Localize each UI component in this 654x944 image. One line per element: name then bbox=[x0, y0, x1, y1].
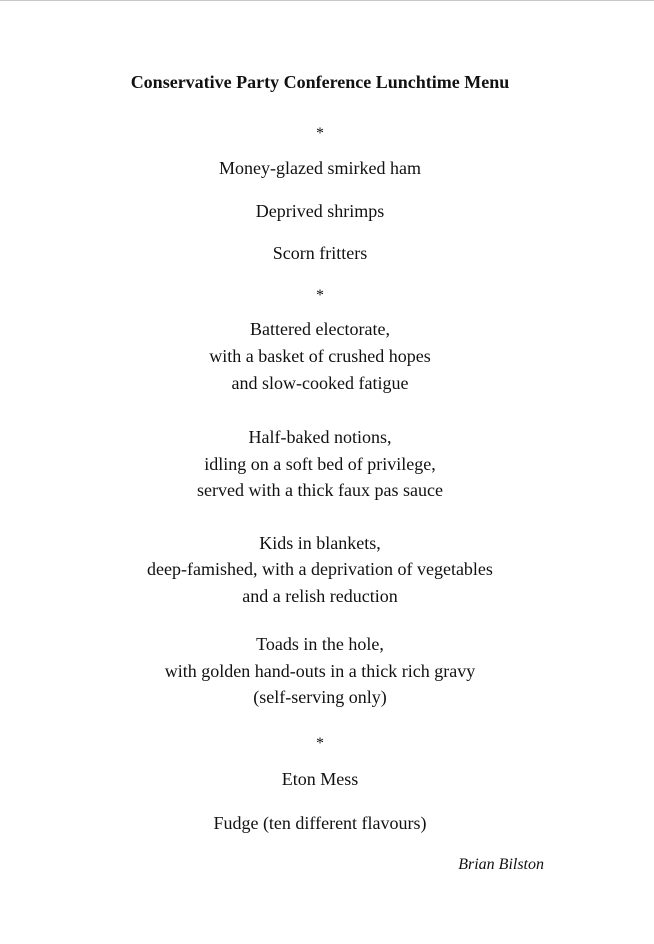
main-course-line: served with a thick faux pas sauce bbox=[197, 480, 443, 500]
separator-star: * bbox=[316, 735, 324, 752]
main-course-line: and a relish reduction bbox=[242, 586, 398, 606]
main-course-line: Half-baked notions, bbox=[248, 427, 392, 447]
main-course-line: with a basket of crushed hopes bbox=[209, 346, 431, 366]
author-signature: Brian Bilston bbox=[458, 856, 544, 873]
dessert-item: Eton Mess bbox=[281, 769, 359, 789]
main-course-line: Toads in the hole, bbox=[256, 634, 384, 654]
main-course-line: deep-famished, with a deprivation of vegetables bbox=[147, 559, 493, 579]
starter-item: Money-glazed smirked ham bbox=[219, 158, 421, 178]
main-course-line: Battered electorate, bbox=[250, 319, 390, 339]
starter-item: Scorn fritters bbox=[272, 243, 368, 263]
main-course-line: Kids in blankets, bbox=[259, 533, 381, 553]
starter-item: Deprived shrimps bbox=[255, 201, 385, 221]
separator-star: * bbox=[316, 125, 324, 142]
top-border-line bbox=[0, 0, 654, 1]
main-course-line: and slow-cooked fatigue bbox=[231, 373, 409, 393]
menu-title: Conservative Party Conference Lunchtime Menu bbox=[130, 72, 510, 92]
separator-star: * bbox=[316, 287, 324, 304]
main-course-line: with golden hand-outs in a thick rich gravy bbox=[164, 661, 476, 681]
dessert-item: Fudge (ten different flavours) bbox=[213, 813, 427, 833]
main-course-line: (self-serving only) bbox=[253, 687, 387, 707]
main-course-line: idling on a soft bed of privilege, bbox=[204, 454, 436, 474]
